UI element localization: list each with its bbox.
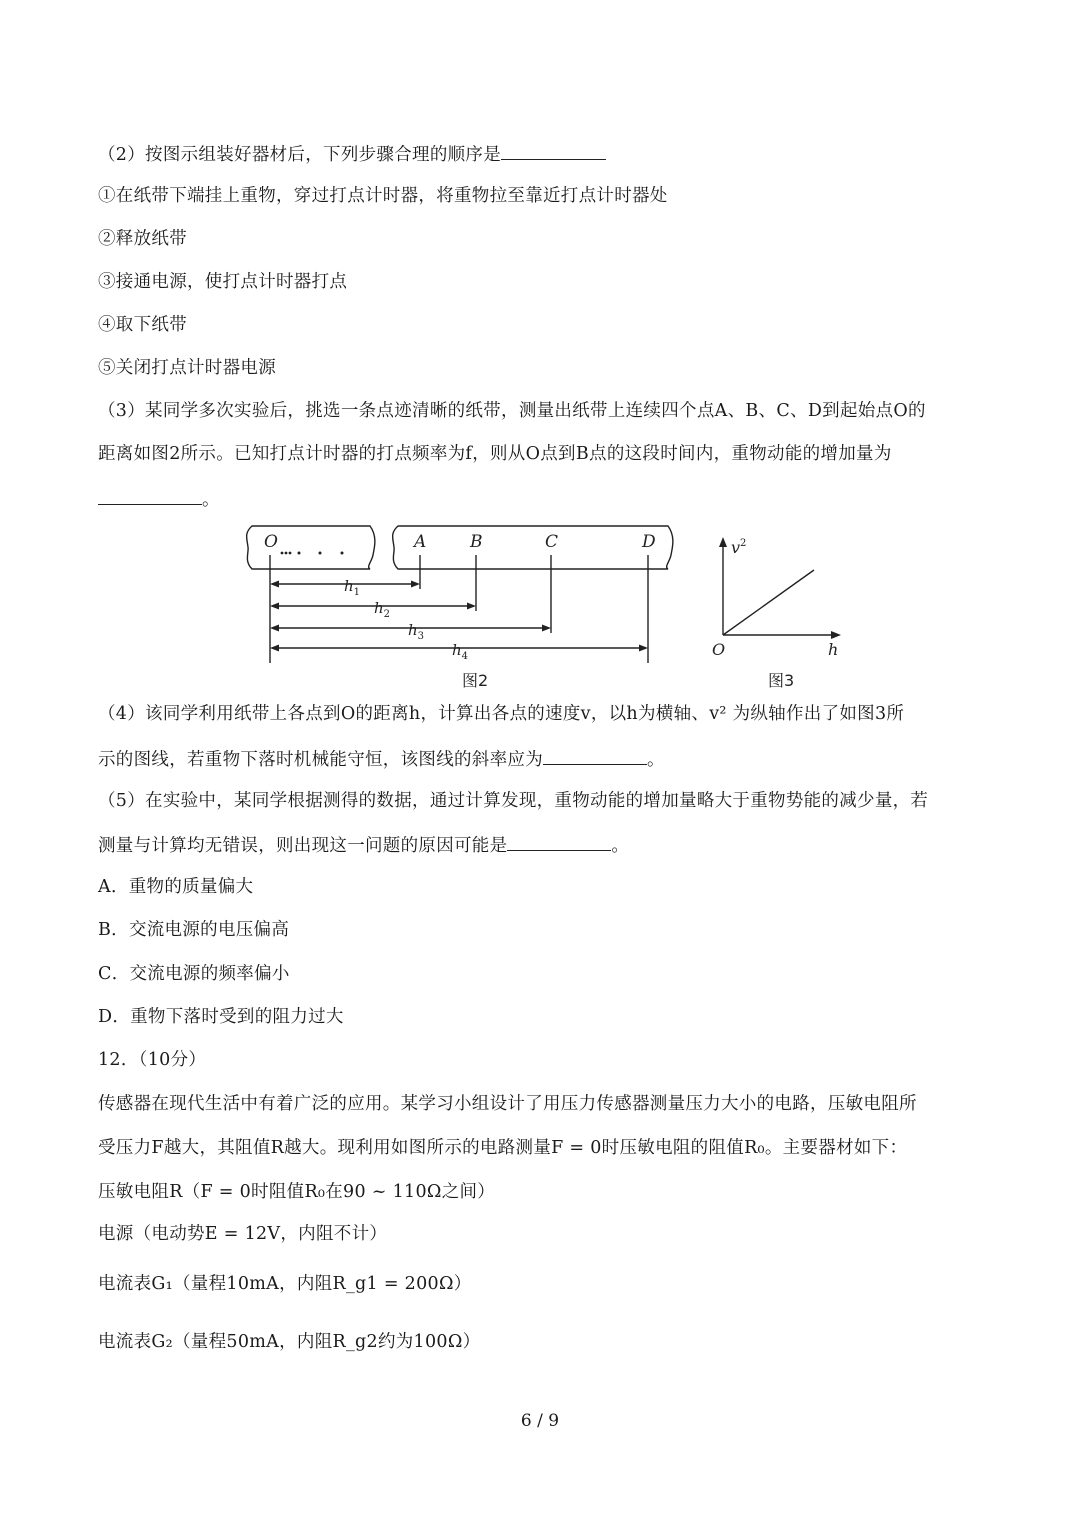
q11-part3-line2: 距离如图2所示。已知打点计时器的打点频率为f，则从O点到B点的这段时间内，重物动能的增加量为 (98, 444, 892, 464)
figure-2-caption: 图2 (462, 671, 489, 690)
q12-line1: 传感器在现代生活中有着广泛的应用。某学习小组设计了用压力传感器测量压力大小的电路，压敏电阻所 (98, 1094, 917, 1114)
q12-item-g1: 电流表G₁（量程10mA，内阻R_g1 = 200Ω） (98, 1274, 472, 1294)
answer-blank-part4[interactable] (543, 746, 647, 765)
q11-part4-text: 示的图线，若重物下落时机械能守恒，该图线的斜率应为 (98, 750, 543, 770)
h1-label: $h_1$ (344, 577, 361, 598)
figure-3-caption: 图3 (768, 671, 795, 690)
q11-part3-line3 (98, 486, 220, 512)
point-label-c: C (545, 532, 559, 552)
figure-3-y-label: $v^2$ (731, 538, 747, 557)
q11-part2-stem (98, 141, 606, 167)
step-3: ③接通电源，使打点计时器打点 (98, 272, 348, 292)
h2-label: $h_2$ (374, 599, 391, 620)
q12-item-resistor: 压敏电阻R（F = 0时阻值R₀在90 ~ 110Ω之间） (98, 1182, 496, 1202)
point-label-d: D (642, 532, 656, 552)
h3-label: $h_3$ (408, 621, 425, 642)
step-4: ④取下纸带 (98, 315, 187, 335)
q12-header: 12．（10分） (98, 1050, 207, 1070)
figure-2-dots (281, 552, 344, 555)
figure-3-origin: O (712, 640, 726, 659)
q11-part5-line1: （5）在实验中，某同学根据测得的数据，通过计算发现，重物动能的增加量略大于重物势能的减少量，若 (98, 791, 929, 811)
figure-3-line (723, 570, 814, 635)
q11-part4-line1: （4）该同学利用纸带上各点到O的距离h，计算出各点的速度v，以h为横轴、v² 为纵轴作出了如图3所 (98, 704, 905, 724)
option-d: D．重物下落时受到的阻力过大 (98, 1007, 344, 1027)
answer-blank-part5[interactable] (507, 832, 611, 851)
q12-item-g2: 电流表G₂（量程50mA，内阻R_g2约为100Ω） (98, 1332, 481, 1352)
step-5: ⑤关闭打点计时器电源 (98, 358, 276, 378)
q11-part3-line1: （3）某同学多次实验后，挑选一条点迹清晰的纸带，测量出纸带上连续四个点A、B、C、D到起始点O的 (98, 401, 926, 421)
q11-part4-end: 。 (647, 750, 665, 770)
q11-part5-text: 测量与计算均无错误，则出现这一问题的原因可能是 (98, 836, 508, 856)
option-b: B．交流电源的电压偏高 (98, 920, 290, 940)
point-label-b: B (470, 532, 483, 552)
point-label-o: O (264, 532, 278, 552)
q11-part3-end: 。 (202, 490, 220, 510)
q12-line2: 受压力F越大，其阻值R越大。现利用如图所示的电路测量F = 0时压敏电阻的阻值R₀。主要器材如下： (98, 1138, 908, 1158)
option-c: C．交流电源的频率偏小 (98, 964, 290, 984)
step-2: ②释放纸带 (98, 229, 187, 249)
figure-3-x-label: h (828, 640, 839, 659)
q11-part4-line2 (98, 746, 665, 772)
page-number: 6 / 9 (520, 1411, 560, 1431)
q11-part5-line2 (98, 832, 629, 858)
step-1: ①在纸带下端挂上重物，穿过打点计时器，将重物拉至靠近打点计时器处 (98, 186, 668, 206)
answer-blank-part3[interactable] (98, 486, 202, 505)
q11-part5-end: 。 (611, 836, 630, 856)
h4-label: $h_4$ (452, 641, 469, 662)
point-label-a: A (414, 532, 427, 552)
q12-item-source: 电源（电动势E = 12V，内阻不计） (98, 1224, 388, 1244)
answer-blank-part2[interactable] (501, 141, 606, 160)
figure-2-and-3 (0, 515, 1080, 695)
q11-part2-text: （2）按图示组装好器材后，下列步骤合理的顺序是 (98, 145, 502, 165)
option-a: A．重物的质量偏大 (98, 877, 254, 897)
